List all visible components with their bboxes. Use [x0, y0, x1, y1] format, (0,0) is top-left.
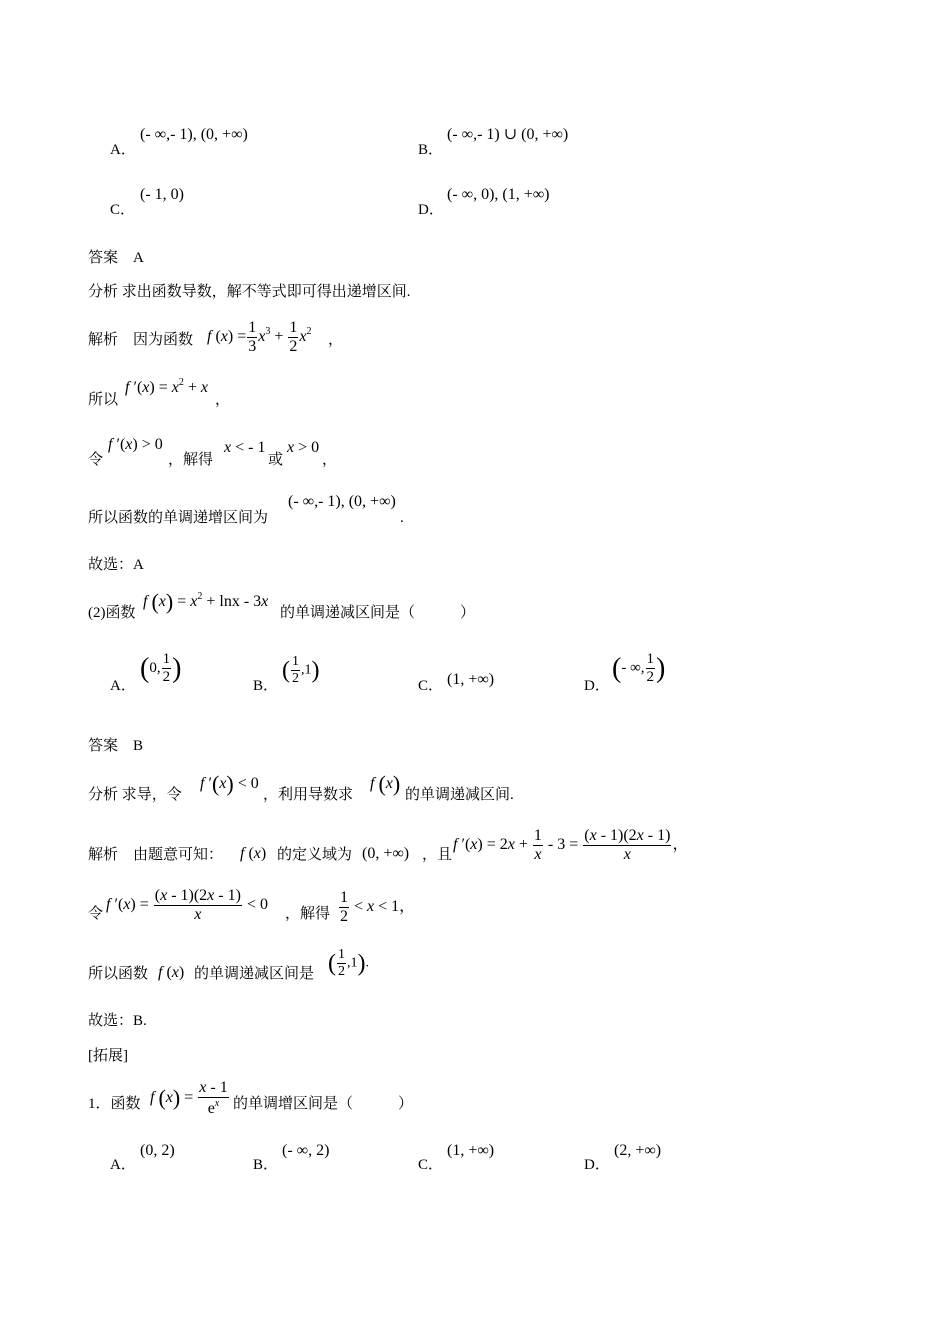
q2-analysis-c: 的单调递减区间. — [405, 787, 514, 803]
q3-option-c-label: C． — [418, 1157, 444, 1173]
q1-solve-text: ，解得 — [168, 452, 214, 468]
q2-option-a-math: (0, $\frac{1}{2}$ ) — [140, 651, 182, 685]
q1-period: . — [400, 510, 404, 526]
q2-option-d-math: (- ∞, $\frac{1}{2}$ ) — [612, 651, 666, 685]
q2-domain-text: 的定义域为 — [277, 847, 353, 863]
q2-suffix: 的单调递减区间是（ ） — [280, 605, 476, 621]
q1-inequality: f ′(x) > 0 — [108, 436, 163, 453]
q2-answer: 答案 B — [88, 738, 144, 754]
q1-option-d-label: D． — [418, 202, 444, 218]
q2-interval-text: 的单调递减区间是 — [194, 966, 315, 982]
q2-interval-prefix: 所以函数 — [88, 966, 149, 982]
q3-function-formula: f (x) = $\frac{x - 1}{e^x}$ — [150, 1079, 228, 1117]
q3-option-c-math: (1, +∞) — [447, 1142, 495, 1159]
q1-analysis: 分析 求出函数导数，解不等式即可得出递增区间. — [88, 284, 411, 300]
q1-answer: 答案 A — [88, 250, 144, 266]
q3-option-b-math: (- ∞, 2) — [282, 1142, 330, 1159]
q2-option-b-math: ( $\frac{1}{2}$ ,1) — [282, 654, 320, 686]
q1-comma-1: ， — [328, 332, 344, 348]
q2-option-d-label: D． — [584, 678, 610, 694]
q1-option-a-label: A． — [110, 142, 136, 158]
q1-option-a-math: (- ∞,- 1), (0, +∞) — [140, 126, 248, 143]
q2-prefix: (2)函数 — [88, 605, 136, 621]
q1-option-c-math: (- 1, 0) — [140, 186, 184, 203]
q1-interval-math: (- ∞,- 1), (0, +∞) — [288, 493, 396, 510]
q1-comma-2: ， — [215, 392, 231, 408]
q2-solve-range: $\frac{1}{2}$ < x < 1， — [340, 889, 416, 925]
q2-let-inequality: f ′(x) = $\frac{(x - 1)(2x - 1)}{x}$ < 0 — [106, 887, 268, 923]
q3-option-a-label: A． — [110, 1157, 136, 1173]
q2-analysis-inequality: f ′(x) < 0 — [200, 771, 259, 796]
q2-option-c-label: C． — [418, 678, 444, 694]
q1-solution-prefix: 解析 因为函数 — [88, 332, 194, 348]
q1-or-text: 或 — [268, 452, 284, 468]
q1-option-b-label: B． — [418, 142, 444, 158]
q1-solution-2: x > 0 — [287, 439, 320, 456]
q2-domain-math: (0, +∞) — [362, 845, 410, 862]
q2-option-b-label: B． — [253, 678, 279, 694]
q2-derivative-formula: f ′(x) = 2x + $\frac{1}{x}$ - 3 = $\frac{(x - 1)(2x - 1)}{x}$ ， — [453, 827, 689, 863]
q3-prefix: 1．函数 — [88, 1096, 141, 1112]
q1-derivative-formula: f $'(x) = x^2 + x$ — [125, 377, 208, 396]
q1-conclusion: 故选：A — [88, 557, 144, 573]
q2-function-formula: f $(x) = x^2 + \ln x - 3x$ — [143, 589, 269, 614]
q2-analysis-function: f (x) — [370, 771, 401, 796]
q2-interval-function: f (x) — [158, 964, 185, 981]
q2-option-a-label: A． — [110, 678, 136, 694]
q1-option-d-math: (- ∞, 0), (1, +∞) — [447, 186, 550, 203]
q1-solution-1: x < - 1 — [224, 439, 266, 456]
extension-label: [拓展] — [88, 1048, 128, 1064]
q3-option-b-label: B． — [253, 1157, 279, 1173]
q1-let-prefix: 令 — [88, 452, 104, 468]
q2-solution-prefix: 解析 由题意可知： — [88, 847, 224, 863]
q2-option-c-math: (1, +∞) — [447, 671, 495, 688]
q2-interval-math: ( $\frac{1}{2}$ ,1). — [328, 947, 369, 979]
q2-solve-text: ，解得 — [285, 906, 331, 922]
q2-conclusion: 故选：B. — [88, 1013, 147, 1029]
q2-solution-function: f (x) — [240, 845, 267, 862]
q3-option-a-math: (0, 2) — [140, 1142, 175, 1159]
q2-and-text: ，且 — [422, 847, 453, 863]
q1-option-c-label: C． — [110, 202, 136, 218]
q1-so-prefix: 所以 — [88, 392, 119, 408]
q2-analysis-a: 分析 求导，令 — [88, 787, 182, 803]
q2-let-prefix: 令 — [88, 906, 104, 922]
q1-interval-prefix: 所以函数的单调递增区间为 — [88, 510, 269, 526]
q2-analysis-b: ，利用导数求 — [263, 787, 354, 803]
q1-comma-3: ， — [322, 452, 338, 468]
q1-option-b-math: (- ∞,- 1) ∪ (0, +∞) — [447, 126, 569, 143]
q1-function-formula: f (x) = $\frac{1}{3}$ $x^3$ + $\frac{1}{2}$ $x^2$ — [207, 319, 312, 355]
q3-suffix: 的单调增区间是（ ） — [233, 1096, 414, 1112]
q3-option-d-label: D． — [584, 1157, 610, 1173]
q3-option-d-math: (2, +∞) — [614, 1142, 662, 1159]
